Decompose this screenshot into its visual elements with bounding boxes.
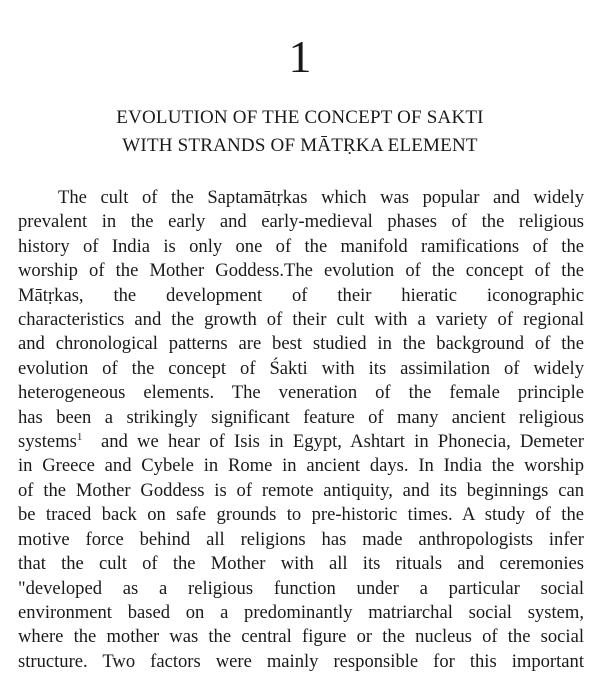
text-line: history of India is only one of the manifold ramifications of the [18, 235, 584, 257]
footnote-context-word: systems [18, 431, 77, 453]
text-line: heterogeneous elements. The veneration of the female principle [18, 382, 584, 404]
text-line: of the Mother Goddess is of remote antiquity, and its beginnings can [18, 479, 584, 501]
text-line: motive force behind all religions has made anthropologists infer [18, 528, 584, 550]
text-line: where the mother was the central figure or the nucleus of the social [18, 626, 584, 648]
text-line: "developed as a religious function under a particular social [18, 577, 584, 599]
footnote-marker: 1 [76, 430, 83, 443]
text-line: The cult of the Saptamātṛkas which was popular and widely [58, 187, 584, 208]
chapter-title [0, 104, 600, 160]
text-line: worship of the Mother Goddess.The evolution of the concept of the [18, 260, 584, 282]
text-line: has been a strikingly significant feature of many ancient religious [18, 406, 584, 428]
text-line: evolution of the concept of Śakti with its assimilation of widely [18, 357, 584, 379]
chapter-title-line-1: EVOLUTION OF THE CONCEPT OF SAKTI [116, 107, 484, 128]
text-line: be traced back on safe grounds to pre-historic times. A study of the [18, 504, 584, 526]
text-line: structure. Two factors were mainly responsible for this important [18, 650, 584, 672]
text-line: in Greece and Cybele in Rome in ancient days. In India the worship [18, 455, 584, 477]
chapter-number: 1 [288, 31, 312, 82]
body-paragraph [18, 186, 584, 674]
text-line: and chronological patterns are best studied in the background of the [18, 333, 584, 355]
chapter-title-line-2: WITH STRANDS OF MĀTṚKA ELEMENT [122, 135, 478, 156]
text-line: prevalent in the early and early-medieval phases of the religious [18, 211, 584, 233]
text-line-with-footnote [18, 430, 584, 454]
text-line: environment based on a predominantly matriarchal social system, [18, 601, 584, 623]
text-line: that the cult of the Mother with all its rituals and ceremonies [18, 553, 584, 575]
text-line: Mātṛkas, the development of their hieratic iconographic [18, 284, 584, 306]
text-line-remainder: and we hear of Isis in Egypt, Ashtart in Phonecia, Demeter [100, 431, 584, 453]
text-line: characteristics and the growth of their cult with a variety of regional [18, 309, 584, 331]
